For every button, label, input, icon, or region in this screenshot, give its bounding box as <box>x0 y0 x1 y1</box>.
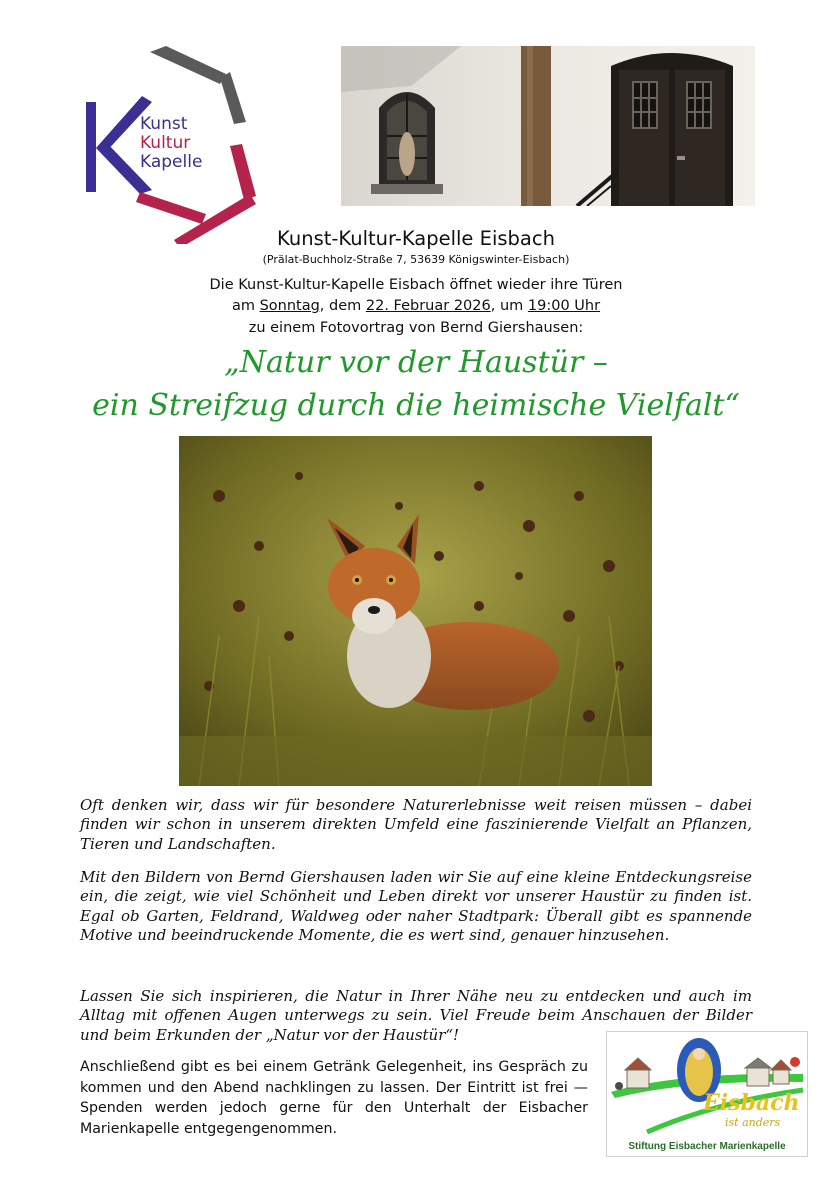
body-paragraph-1: Oft denken wir, dass wir für besondere Naturerlebnisse weit reisen müssen – dabei finden wir schon in unserem direkten Umfeld eine faszinierende Vielfalt an Pflanzen, Tieren und Landschaften. <box>80 796 752 853</box>
foundation-logo <box>606 1031 808 1157</box>
intro-mid: , dem <box>319 298 366 314</box>
foundation-caption: Stiftung Eisbacher Marienkapelle <box>628 1141 786 1152</box>
intro-line-2 <box>0 298 832 314</box>
logo-word-kapelle: Kapelle <box>140 152 203 172</box>
foundation-script-name: Eisbach <box>703 1090 800 1116</box>
body-paragraph-2: Mit den Bildern von Bernd Giershausen laden wir Sie auf eine kleine Entdeckungsreise ein, die zeigt, wie viel Schönheit und Leben direkt vor unserer Haustür zu finden ist. Egal ob Garten, Feldrand, Waldweg oder naher Stadtpark: Überall gibt es spannende Motive und beeindruckende Momente, die es wert sind, genauer hinzusehen. <box>80 868 752 944</box>
event-date: 22. Februar 2026 <box>365 298 491 314</box>
logo-word-kultur: Kultur <box>140 133 191 153</box>
body-paragraph-4: Anschließend gibt es bei einem Getränk Gelegenheit, ins Gespräch zu kommen und den Abend nachklingen zu lassen. Der Eintritt ist frei — Spenden werden jedoch gerne für den Unterhalt der Eisbacher Marienkapelle entgegengenommen. <box>80 1059 588 1137</box>
event-time: 19:00 Uhr <box>527 298 601 314</box>
venue-address: (Prälat-Buchholz-Straße 7, 53639 Königswinter-Eisbach) <box>262 253 570 266</box>
intro-mid-2: , um <box>490 298 528 314</box>
event-title-line-2: ein Streifzug durch die heimische Vielfalt“ <box>92 388 740 423</box>
chapel-facade-image <box>341 46 755 206</box>
kunst-kultur-kapelle-logo <box>80 44 260 244</box>
logo-word-kunst: Kunst <box>140 114 188 134</box>
fox-photo <box>179 436 652 786</box>
chapel-photo <box>341 46 755 206</box>
event-day: Sonntag <box>259 298 320 314</box>
intro-line-3: zu einem Fotovortrag von Bernd Giershausen: <box>248 320 584 336</box>
venue-title: Kunst-Kultur-Kapelle Eisbach <box>277 227 555 250</box>
fox-in-meadow-image <box>179 436 652 786</box>
foundation-script-sub: ist anders <box>725 1116 781 1129</box>
body-paragraph-3: Lassen Sie sich inspirieren, die Natur in Ihrer Nähe neu zu entdecken und auch im Alltag mit offenen Augen unterwegs zu sein. Viel Freude beim Anschauen der Bilder und beim Erkunden der „Natur vor der Haustür“! <box>80 987 752 1044</box>
event-title-line-1: „Natur vor der Haustür – <box>224 345 608 380</box>
intro-line-1: Die Kunst-Kultur-Kapelle Eisbach öffnet wieder ihre Türen <box>209 277 623 293</box>
intro-prefix: am <box>231 298 260 314</box>
